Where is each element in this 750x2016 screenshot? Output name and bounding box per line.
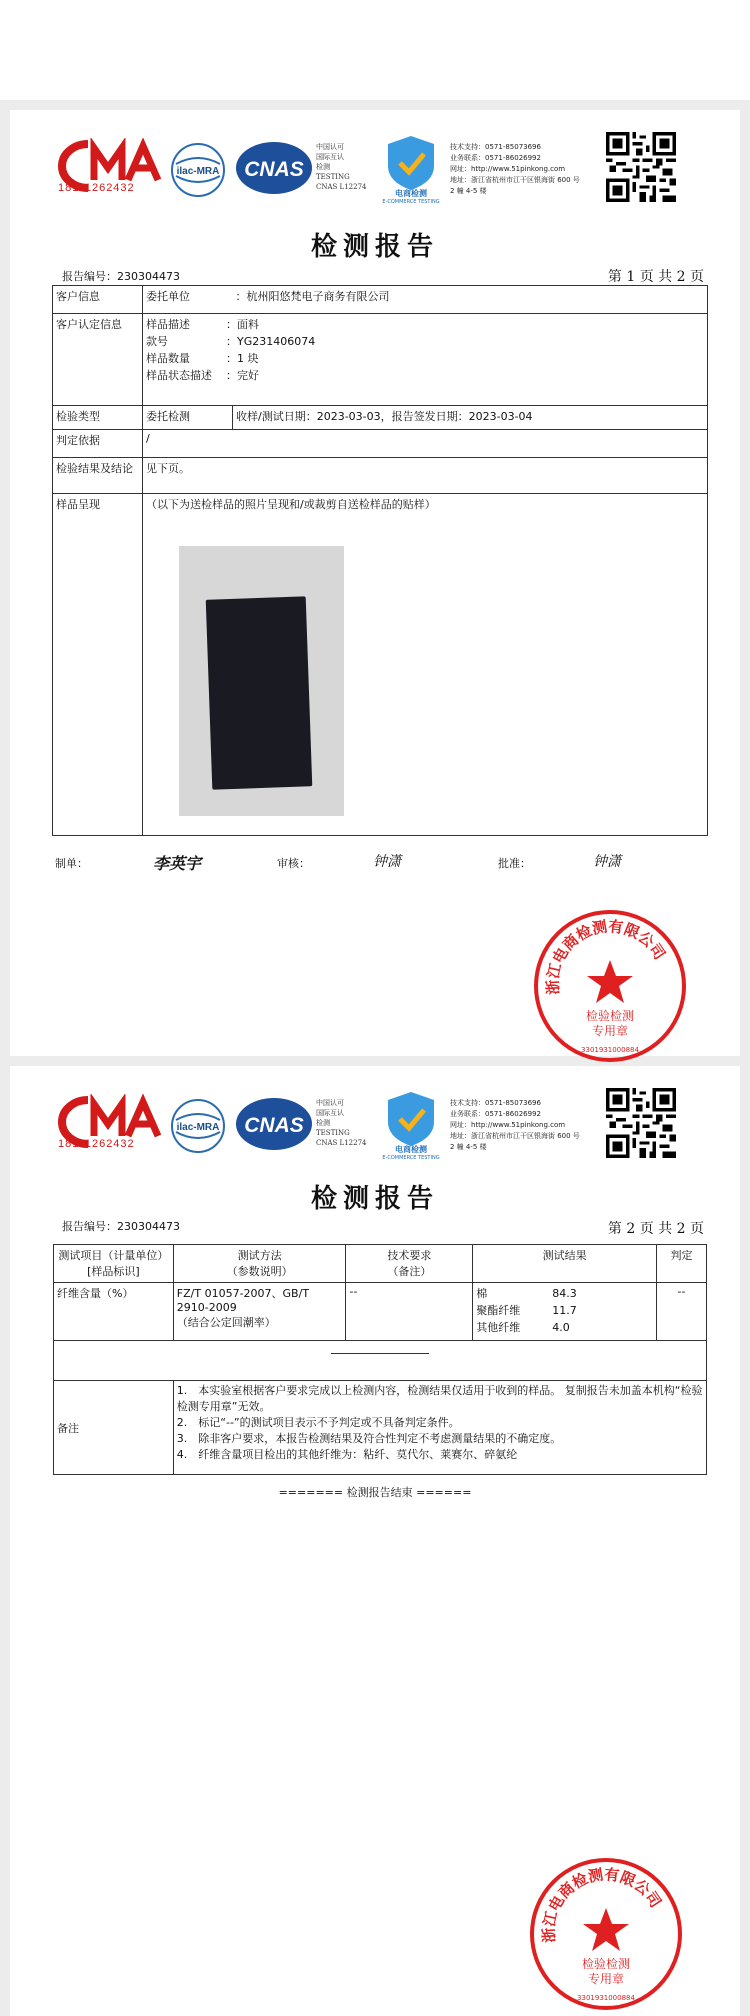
- report-title: 检测报告: [310, 232, 439, 262]
- approve-label: 批准：: [498, 857, 531, 870]
- test-dates: 收样/测试日期：2023-03-03，报告签发日期：2023-03-04: [233, 406, 708, 430]
- ec-sub: E-COMMERCE TESTING: [382, 199, 440, 205]
- row-requirement: --: [346, 1283, 473, 1341]
- page-number: 第 2 页 共 2 页: [607, 1221, 704, 1237]
- report-header: [10, 110, 740, 220]
- cnas-caption: 中国认可 国际互认 检测 TESTING CNAS L12274: [316, 143, 367, 191]
- note-item: 4. 纤维含量项目检出的其他纤维为：粘纤、莫代尔、莱赛尔、碎氨纶: [176, 1448, 518, 1461]
- cma-code: 18111262432: [58, 182, 135, 194]
- table-row: [53, 406, 708, 430]
- col-header-judge: 判定: [657, 1245, 707, 1283]
- photo-caption: （以下为送检样品的照片呈现和/或裁剪自送检样品的贴样）: [146, 498, 436, 511]
- report-title: 检测报告: [310, 1184, 439, 1214]
- client-info-label: 客户信息: [53, 286, 143, 314]
- approve-signature: 钟潇: [593, 854, 621, 870]
- svg-text:CNAS: CNAS: [244, 1114, 304, 1137]
- fabric-sample: [206, 596, 313, 789]
- separator-line: [331, 1353, 429, 1354]
- ec-label: 电商检测: [395, 1145, 427, 1154]
- qr-code: [606, 132, 676, 202]
- col-header-item: 测试项目（计量单位） [样品标识]: [54, 1245, 174, 1283]
- svg-text:浙江电商检测有限公司: 浙江电商检测有限公司: [539, 1865, 665, 1944]
- col-header-method: 测试方法 （参数说明）: [173, 1245, 346, 1283]
- svg-text:检验检测: 检验检测: [581, 1957, 631, 1971]
- report-number: 报告编号：230304473: [62, 1220, 180, 1233]
- report-page-2: [10, 1066, 740, 2016]
- row-results: 棉 84.3 聚酯纤维 11.7 其他纤维 4.0: [473, 1283, 657, 1341]
- svg-text:浙江电商检测有限公司: 浙江电商检测有限公司: [543, 917, 669, 996]
- svg-text:3301931000884: 3301931000884: [581, 1046, 639, 1054]
- result-label: 检验结果及结论: [53, 458, 143, 494]
- test-type-label: 检验类型: [53, 406, 143, 430]
- report-page-1: [10, 110, 740, 1056]
- svg-text:ilac-MRA: ilac-MRA: [176, 1122, 220, 1133]
- note-item: 2. 标记“--”的测试项目表示不予判定或不具备判定条件。: [176, 1416, 460, 1429]
- notes-label: 备注: [54, 1381, 174, 1475]
- report-info-table: [52, 285, 708, 836]
- sample-info-cell: 样品描述 ：面料 款号 ：YG231406074 样品数量 ：1 块 样品状态描述 ：完好: [143, 314, 708, 406]
- svg-text:3301931000884: 3301931000884: [577, 1994, 635, 2002]
- made-label: 制单：: [55, 857, 88, 870]
- cnas-caption: 中国认可 国际互认 检测 TESTING CNAS L12274: [316, 1099, 367, 1147]
- client-key: 委托单位: [143, 286, 233, 314]
- review-label: 审核：: [277, 857, 310, 870]
- page-number: 第 1 页 共 2 页: [607, 269, 704, 285]
- test-results-table: [53, 1244, 707, 1475]
- report-end-marker: ======= 检测报告结束 ======: [278, 1486, 472, 1499]
- table-row: [53, 494, 708, 836]
- row-judge: --: [657, 1283, 707, 1341]
- basis-value: /: [143, 430, 708, 458]
- review-signature: 钟潇: [373, 854, 401, 870]
- cma-code: 18111262432: [58, 1138, 135, 1150]
- svg-text:ilac-MRA: ilac-MRA: [176, 166, 220, 177]
- svg-text:检验检测: 检验检测: [585, 1009, 635, 1023]
- cnas-logo: [234, 1096, 314, 1152]
- table-row: [53, 430, 708, 458]
- photo-label: 样品呈现: [53, 494, 143, 836]
- cnas-logo: [234, 140, 314, 196]
- table-row: [53, 286, 708, 314]
- row-method: FZ/T 01057-2007、GB/T 2910-2009 （结合公定回潮率）: [173, 1283, 346, 1341]
- qr-code: [606, 1088, 676, 1158]
- test-type-key: 委托检测: [143, 406, 233, 430]
- ec-label: 电商检测: [395, 189, 427, 198]
- row-item: 纤维含量（%）: [54, 1283, 174, 1341]
- client-value: ：杭州阳悠梵电子商务有限公司: [233, 286, 708, 314]
- photo-cell: [143, 494, 708, 836]
- notes-cell: [173, 1381, 706, 1475]
- table-row: [53, 458, 708, 494]
- made-signature: 李英宇: [153, 854, 202, 873]
- report-header: [10, 1066, 740, 1176]
- svg-text:CNAS: CNAS: [244, 158, 304, 181]
- note-item: 1. 本实验室根据客户要求完成以上检测内容，检测结果仅适用于收到的样品。 复制报告未加盖本机构“检验检测专用章”无效。: [176, 1384, 703, 1413]
- ilac-mra-logo: [170, 142, 226, 198]
- table-row: [53, 314, 708, 406]
- svg-text:专用章: 专用章: [587, 1972, 625, 1986]
- contact-info: 技术支持：0571-85073696 业务联系：0571-86026992 网址：http://www.51pinkong.com 地址：浙江省杭州市江干区银海街 600 号 2 幢 4-5 楼: [450, 1099, 580, 1151]
- note-item: 3. 除非客户要求，本报告检测结果及符合性判定不考虑测量结果的不确定度。: [176, 1432, 562, 1445]
- report-number: 报告编号：230304473: [62, 270, 180, 283]
- top-margin: [0, 0, 750, 100]
- ilac-mra-logo: [170, 1098, 226, 1154]
- contact-info: 技术支持：0571-85073696 业务联系：0571-86026992 网址：http://www.51pinkong.com 地址：浙江省杭州市江干区银海街 600 号 2 幢 4-5 楼: [450, 143, 580, 195]
- official-stamp: [528, 1856, 684, 2012]
- sample-info-label: 客户认定信息: [53, 314, 143, 406]
- svg-text:专用章: 专用章: [591, 1024, 629, 1038]
- result-value: 见下页。: [143, 458, 708, 494]
- col-header-requirement: 技术要求 （备注）: [346, 1245, 473, 1283]
- notes-row: [54, 1381, 707, 1475]
- basis-label: 判定依据: [53, 430, 143, 458]
- ec-sub: E-COMMERCE TESTING: [382, 1155, 440, 1161]
- separator-row: [54, 1341, 707, 1381]
- table-row: [54, 1283, 707, 1341]
- table-header-row: [54, 1245, 707, 1283]
- official-stamp: [532, 908, 688, 1064]
- col-header-result: 测试结果: [473, 1245, 657, 1283]
- sample-photo: [179, 546, 344, 816]
